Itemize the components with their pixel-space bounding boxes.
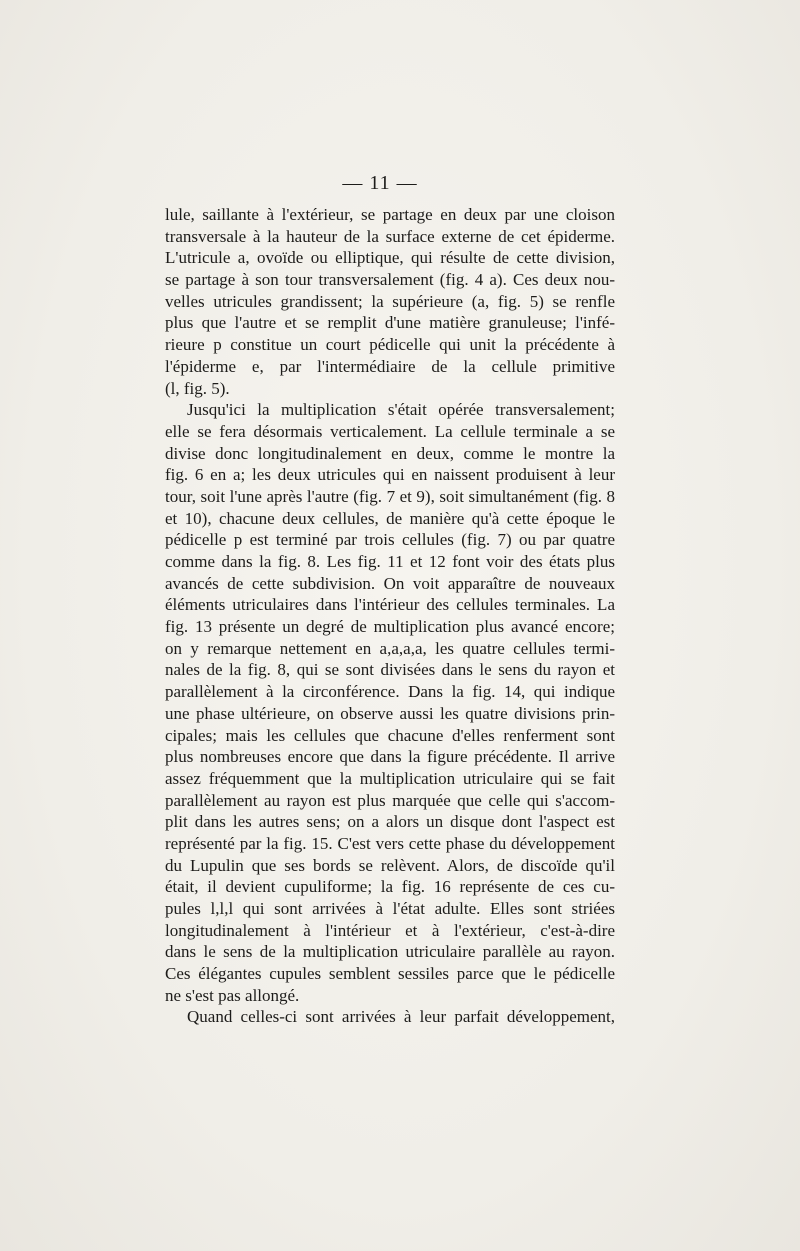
- text-line: (l, fig. 5).: [165, 378, 230, 398]
- text-line: ne s'est pas allongé.: [165, 985, 300, 1005]
- text-line: se partage à son tour transversalement (fig. 4 a). Ces deux nou-: [165, 270, 615, 290]
- text-line: plit dans les autres sens; on a alors un disque dont l'aspect est: [165, 812, 615, 832]
- text-line: parallèlement au rayon est plus marquée que celle qui s'accom-: [165, 790, 615, 810]
- text-line: on y remarque nettement en a,a,a,a, les quatre cellules termi-: [165, 638, 615, 658]
- page-number: — 11 —: [342, 172, 418, 194]
- text-line: plus nombreuses encore que dans la figure précédente. Il arrive: [165, 747, 615, 767]
- text-line: velles utricules grandissent; la supérieure (a, fig. 5) se renfle: [165, 291, 615, 311]
- text-line: longitudinalement à l'intérieur et à l'extérieur, c'est-à-dire: [165, 920, 615, 940]
- text-line: une phase ultérieure, on observe aussi les quatre divisions prin-: [165, 703, 615, 723]
- text-line: et 10), chacune deux cellules, de manière qu'à cette époque le: [165, 508, 615, 528]
- text-line: éléments utriculaires dans l'intérieur des cellules terminales. La: [165, 595, 615, 615]
- text-line: lule, saillante à l'extérieur, se partage en deux par une cloison: [165, 205, 615, 224]
- text-line: pédicelle p est terminé par trois cellules (fig. 7) ou par quatre: [165, 530, 615, 550]
- text-line: Quand celles-ci sont arrivées à leur parfait développement,: [187, 1007, 615, 1027]
- text-line: pules l,l,l qui sont arrivées à l'état adulte. Elles sont striées: [165, 899, 615, 918]
- text-line: était, il devient cupuliforme; la fig. 16 représente de ces cu-: [165, 877, 615, 897]
- text-line: plus que l'autre et se remplit d'une matière granuleuse; l'infé-: [165, 313, 615, 333]
- text-line: fig. 6 en a; les deux utricules qui en naissent produisent à leur: [165, 465, 615, 485]
- text-line: elle se fera désormais verticalement. La cellule terminale a se: [165, 421, 615, 441]
- text-line: rieure p constitue un court pédicelle qui unit la précédente à: [165, 335, 615, 355]
- text-line: du Lupulin que ses bords se relèvent. Alors, de discoïde qu'il: [165, 855, 615, 875]
- text-line: cipales; mais les cellules que chacune d'elles renferment sont: [165, 725, 615, 745]
- text-line: Jusqu'ici la multiplication s'était opérée transversalement;: [187, 400, 615, 420]
- text-line: l'épiderme e, par l'intermédiaire de la cellule primitive: [165, 356, 615, 376]
- body-text: [165, 204, 615, 1028]
- text-line: Ces élégantes cupules semblent sessiles parce que le pédicelle: [165, 964, 615, 984]
- text-line: comme dans la fig. 8. Les fig. 11 et 12 font voir des états plus: [165, 552, 615, 571]
- text-line: fig. 13 présente un degré de multiplication plus avancé encore;: [165, 617, 615, 637]
- text-line: tour, soit l'une après l'autre (fig. 7 et 9), soit simultanément (fig. 8: [165, 486, 615, 506]
- text-line: transversale à la hauteur de la surface externe de cet épiderme.: [165, 226, 615, 246]
- text-line: représenté par la fig. 15. C'est vers cette phase du développement: [165, 833, 615, 853]
- text-line: avancés de cette subdivision. On voit apparaître de nouveaux: [165, 573, 615, 593]
- text-line: parallèlement à la circonférence. Dans la fig. 14, qui indique: [165, 682, 615, 702]
- text-line: nales de la fig. 8, qui se sont divisées dans le sens du rayon et: [165, 660, 615, 680]
- text-line: divise donc longitudinalement en deux, comme le montre la: [165, 443, 615, 463]
- text-line: L'utricule a, ovoïde ou elliptique, qui résulte de cette division,: [165, 248, 615, 268]
- text-line: assez fréquemment que la multiplication utriculaire qui se fait: [165, 768, 615, 788]
- text-line: dans le sens de la multiplication utriculaire parallèle au rayon.: [165, 942, 615, 962]
